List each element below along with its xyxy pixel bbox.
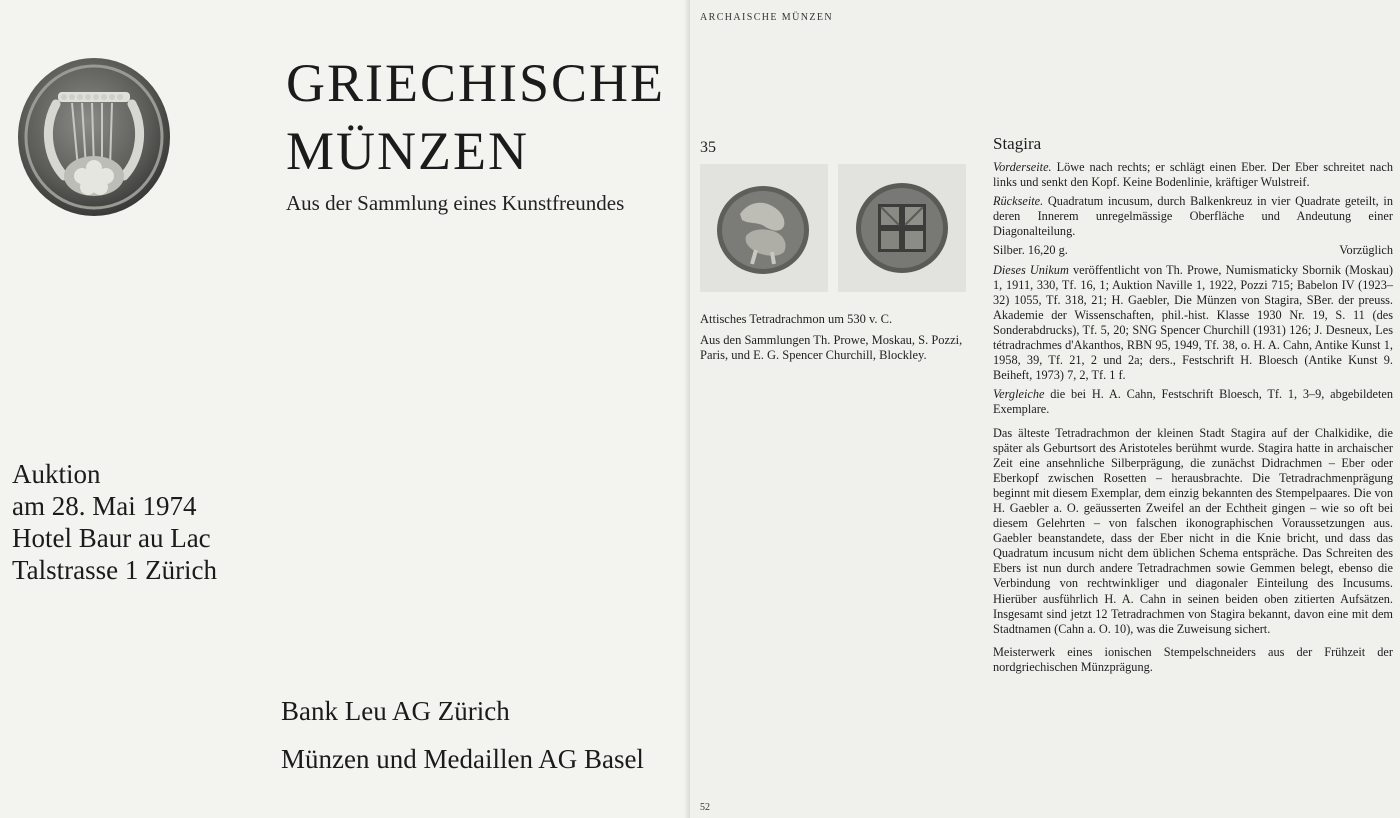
left-page: [0, 0, 690, 818]
auction-details: [12, 458, 217, 586]
running-head: ARCHAISCHE MÜNZEN: [700, 12, 833, 23]
auction-line: am 28. Mai 1974: [12, 491, 197, 521]
metal-weight-grade-line: [993, 243, 1393, 258]
reverse-label: Rückseite.: [993, 194, 1044, 209]
catalogue-title-line-1: GRIECHISCHE: [286, 53, 666, 113]
incuse-square-coin-icon: [838, 164, 966, 292]
auction-line: Auktion: [12, 459, 101, 489]
mint-title: Stagira: [993, 134, 1042, 153]
compare-text: die bei H. A. Cahn, Festschrift Bloesch, Tf. 1, 3–9, abgebildeten Exemplare.: [993, 387, 1393, 417]
lot-number: 35: [700, 139, 716, 156]
grade: Vorzüglich: [1339, 243, 1393, 258]
metal-weight: Silber. 16,20 g.: [993, 243, 1068, 258]
compare-label: Vergleiche: [993, 387, 1045, 402]
publisher-muenzen-und-medaillen: Münzen und Medaillen AG Basel: [281, 744, 644, 774]
coin-description: [993, 134, 1393, 683]
literature-paragraph: [993, 263, 1393, 384]
right-page: [690, 0, 1400, 818]
auction-line: Talstrasse 1 Zürich: [12, 555, 218, 585]
conclusion-paragraph: Meisterwerk eines ionischen Stempelschneiders aus der Frühzeit der nordgriechischen Münzprägung.: [993, 644, 1393, 674]
lion-boar-coin-icon: [700, 164, 828, 292]
obverse-text: Löwe nach rechts; er schlägt einen Eber. Der Eber schreitet nach links und senkt den Kopf. Keine Bodenlinie, kräftiger Wulstreif.: [993, 160, 1393, 190]
literature-label: Dieses Unikum: [993, 262, 1069, 277]
compare-paragraph: [993, 387, 1393, 417]
auction-line: Hotel Baur au Lac: [12, 523, 211, 553]
commentary-paragraph: Das älteste Tetradrachmon der kleinen Stadt Stagira auf der Chalkidike, die später als Geburtsort des Aristoteles berühmt wurde. Stagira hatte in archaischer Zeit eine ansehnliche Silberprägung, die zunächst Didrachmen – Eber oder Eberkopf zwischen Rosetten – herausbrachte. Die Tetradrachmenprägung beginnt mit diesem Exemplar, dem einzig bekannten des Stempelpaares. Die von H. Gaebler a. O. geäusserten Zweifel an der Echtheit gingen – wie so oft bei diesem Gelehrten – von falschen ikonographischen Voraussetzungen aus. Gaebler beanstandete, dass der Eber nicht in die Knie bricht, und dass das Quadratum incusum nicht dem üblichen Schema entspräche. Das Schreiten des Ebers ist nun durch andere Tetradrachmen sowie Gemmen belegt, ebenso die Verbindung von rechtwinkliger und diagonaler Einteilung des Incusums. Hierüber ausführlich H. A. Cahn in seinen beiden oben zitierten Aufsätzen. Insgesamt sind jetzt 12 Tetradrachmen von Stagira bekannt, davon eine mit dem Stadtnamen (Cahn a. O. 10), was die Zuweisung sichert.: [993, 425, 1393, 636]
catalogue-title-line-2: MÜNZEN: [286, 121, 529, 181]
lyre-coin-icon: [16, 56, 172, 218]
reverse-paragraph: [993, 194, 1393, 239]
obverse-label: Vorderseite.: [993, 160, 1052, 174]
reverse-text: Quadratum incusum, durch Balkenkreuz in vier Quadrate geteilt, in deren Innerem unregelmässige Oberfläche und Andeutung einer Diagonalteilung.: [993, 194, 1393, 239]
catalogue-subtitle: Aus der Sammlung eines Kunstfreundes: [286, 191, 625, 215]
coin-denomination-caption: Attisches Tetradrachmon um 530 v. C.: [700, 312, 893, 326]
obverse-paragraph: [993, 160, 1393, 190]
publisher-bank-leu: Bank Leu AG Zürich: [281, 696, 510, 726]
provenance-caption: Aus den Sammlungen Th. Prowe, Moskau, S. Pozzi, Paris, und E. G. Spencer Churchill, Blockley.: [700, 333, 963, 362]
literature-text: veröffentlicht von Th. Prowe, Numismaticky Sbornik (Moskau) 1, 1911, 330, Tf. 16, 1; Auktion Naville 1, 1922, Pozzi 715; Babelon IV (1923–32) 1055, Tf. 318, 21; H. Gaebler, Die Münzen von Stagira, SBer. der preuss. Akademie der Wissenschaften, phil.-hist. Klasse 1930 Nr. 19, S. 11 (des Sonderabdrucks), Tf. 5, 20; SNG Spencer Churchill (1931) 126; J. Desneux, Les tétradrachmes d'Akanthos, RBN 95, 1949, Tf. 38, o. H. A. Cahn, Antike Kunst 1, 1958, 39, Tf. 21, 2 und 2a; ders., Festschrift H. Bloesch (Antike Kunst 9. Beiheft, 1973) 7, 2, Tf. 1 f.: [993, 262, 1393, 383]
page-number: 52: [700, 802, 710, 813]
